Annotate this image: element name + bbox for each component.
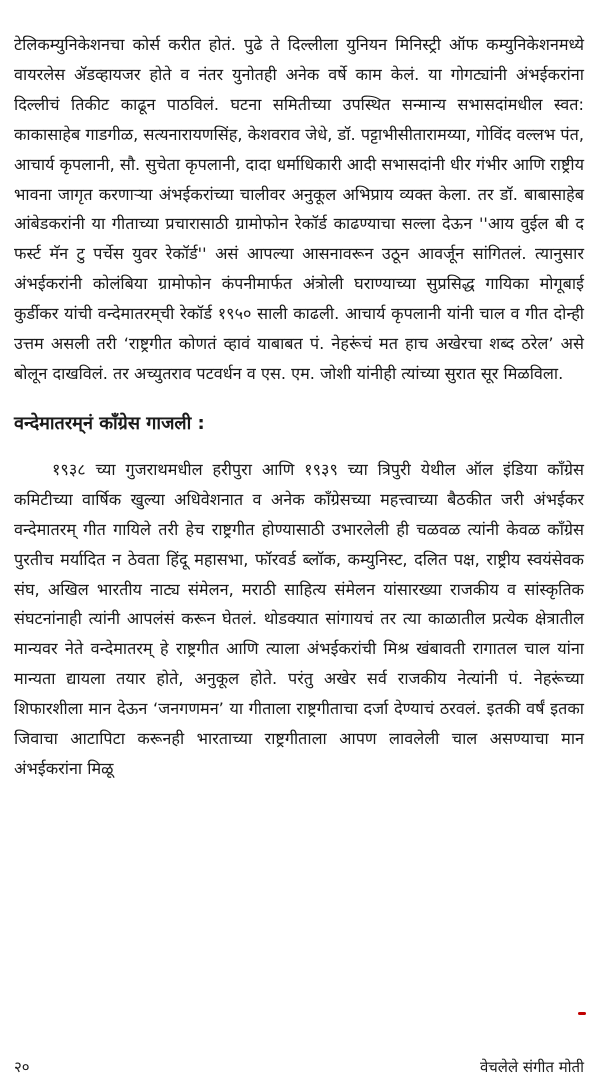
book-title: वेचलेले संगीत मोती [479,1058,584,1076]
page-number: २० [14,1058,30,1076]
ink-mark [578,1012,586,1015]
page-footer [14,1057,584,1077]
body-paragraph-2: १९३८ च्या गुजराथमधील हरीपुरा आणि १९३९ च्या त्रिपुरी येथील ऑल इंडिया कॉंग्रेस कमिटीच्या वार्षिक खुल्या अधिवेशनात व अनेक कॉंग्रेसच्या महत्त्वाच्या बैठकीत जरी अंभईकर वन्देमातरम्‌ गीत गायिले तरी हेच राष्ट्रगीत होण्यासाठी उभारलेली ही चळवळ त्यांनी केवळ कॉंग्रेस पुरतीच मर्यादित न ठेवता हिंदू महासभा, फॉरवर्ड ब्लॉक, कम्युनिस्ट, दलित पक्ष, राष्ट्रीय स्वयंसेवक संघ, अखिल भारतीय नाट्य संमेलन, मराठी साहित्य संमेलन यांसारख्या राजकीय व सांस्कृतिक संघटनांनाही त्यांनी आपलंसं करून घेतलं. थोडक्यात सांगायचं तर त्या काळातील प्रत्येक क्षेत्रातील मान्यवर नेते वन्देमातरम्‌ हे राष्ट्रगीत आणि त्याला अंभईकरांची मिश्र खंबावती रागातल चाल यांना मान्यता द्यायला तयार होते, अनुकूल होते. परंतु अखेर सर्व राजकीय नेत्यांनी पं. नेहरूंच्या शिफारशीला मान देऊन ‘जनगणमन’ या गीताला राष्ट्रगीताचा दर्जा देण्याचं ठरवलं. इतकी वर्षं इतका जिवाचा आटापिटा करूनही भारताच्या राष्ट्रगीताला आपण लावलेली चाल असण्याचा मान अंभईकरांना मिळू [14,459,584,778]
body-paragraph-1: टेलिकम्युनिकेशनचा कोर्स करीत होतं. पुढे ते दिल्लीला युनियन मिनिस्ट्री ऑफ कम्युनिकेशनमध्ये वायरलेस ॲडव्हायजर होते व नंतर युनोतही अनेक वर्षे काम केलं. या गोगट्यांनी अंभईकरांना दिल्लीचं तिकीट काढून पाठविलं. घटना समितीच्या उपस्थित सन्मान्य सभासदांमधील स्वत: काकासाहेब गाडगीळ, सत्यनारायणसिंह, केशवराव जेधे, डॉ. पट्टाभीसीतारामय्या, गोविंद वल्लभ पंत, आचार्य कृपलानी, सौ. सुचेता कृपलानी, दादा धर्माधिकारी आदी सभासदांनी धीर गंभीर आणि राष्ट्रीय भावना जागृत करणाऱ्या अंभईकरांच्या चालीवर अनुकूल अभिप्राय व्यक्त केला. तर डॉ. बाबासाहेब आंबेडकरांनी या गीताच्या प्रचारासाठी ग्रामोफोन रेकॉर्ड काढण्याचा सल्ला देऊन ''आय वुईल बी द फर्स्ट मॅन टु पर्चेस युवर रेकॉर्ड'' असं आपल्या आसनावरून उठून आवर्जून सांगितलं. त्यानुसार अंभईकरांनी कोलंबिया ग्रामोफोन कंपनीमार्फत अंत्रोली घराण्याच्या सुप्रसिद्ध गायिका मोगूबाई कुर्डीकर यांची वन्देमातरम्‌ची रेकॉर्ड १९५० साली काढली. आचार्य कृपलानी यांनी चाल व गीत दोन्ही उत्तम असली तरी ‘राष्ट्रगीत कोणतं व्हावं याबाबत पं. नेहरूंचं मत हाच अखेरचा शब्द ठरेल’ असे बोलून दाखविलं. तर अच्युतराव पटवर्धन व एस. एम. जोशी यांनीही त्यांच्या सुरात सूर मिळविला. [14,35,584,383]
section-heading: वन्देमातरम्‌नं कॉंग्रेस गाजली : [14,412,205,434]
